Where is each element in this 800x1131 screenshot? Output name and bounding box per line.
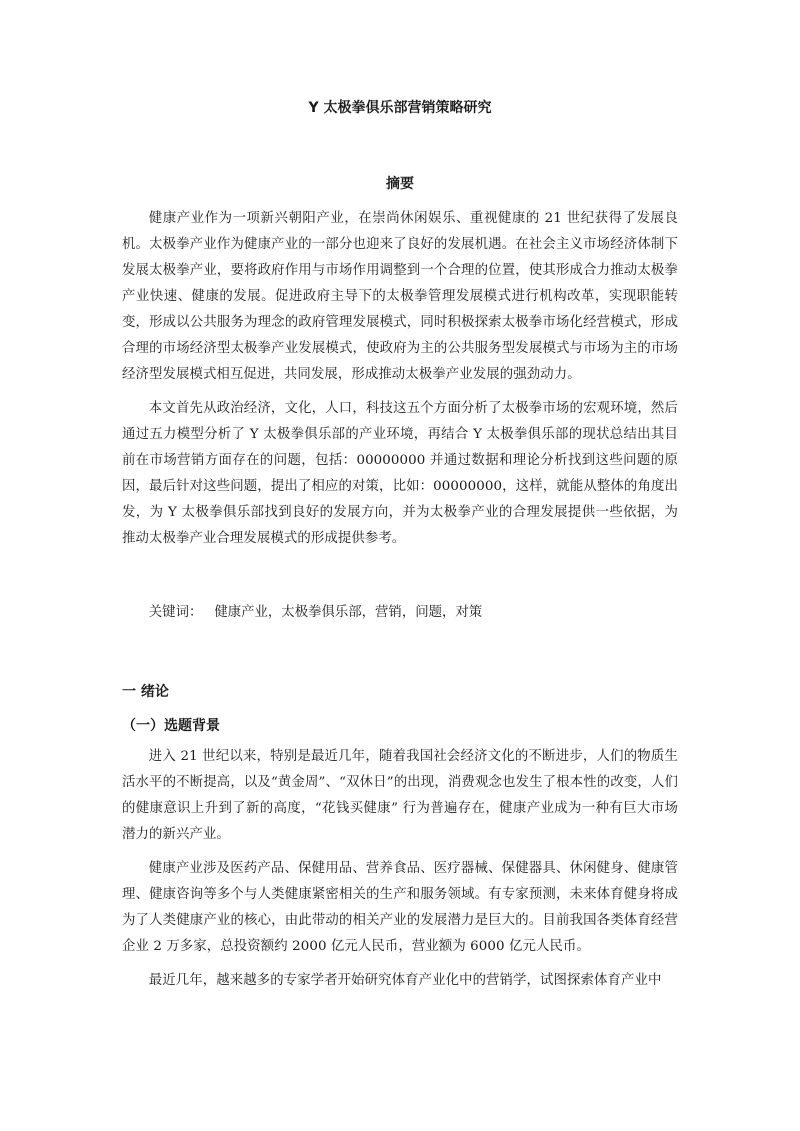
background-paragraph-3: 最近几年，越来越多的专家学者开始研究体育产业化中的营销学，试图探索体育产业中	[148, 973, 662, 988]
background-paragraph-1: 进入 21 世纪以来，特别是最近几年，随着我国社会经济文化的不断进步，人们的物质生活水平的不断提高，以及“黄金周”、“双休日”的出现，消费观念也发生了根本性的改变，人们的健康意识上升到了新的高度，“花钱买健康” 行为普遍存在，健康产业成为一种有巨大市场潜力的新兴产业。	[122, 749, 678, 842]
abstract-heading: 摘要	[386, 176, 414, 192]
keywords-label: 关键词：	[148, 605, 203, 620]
document-title: Y 太极拳俱乐部营销策略研究	[308, 100, 492, 116]
abstract-paragraph-1: 健康产业作为一项新兴朝阳产业，在崇尚休闲娱乐、重视健康的 21 世纪获得了发展良机。太极拳产业作为健康产业的一部分也迎来了良好的发展机遇。在社会主义市场经济体制下发展太极拳产业，要将政府作用与市场作用调整到一个合理的位置，使其形成合力推动太极拳产业快速、健康的发展。促进政府主导下的太极拳管理发展模式进行机构改革，实现职能转变，形成以公共服务为理念的政府管理发展模式，同时积极探索太极拳市场化经营模式，形成合理的市场经济型太极拳产业发展模式，使政府为主的公共服务型发展模式与市场为主的市场经济型发展模式相互促进，共同发展，形成推动太极拳产业发展的强劲动力。	[122, 211, 678, 382]
keywords-line	[122, 600, 678, 626]
subsection-heading-background: （一）选题背景	[122, 718, 220, 734]
section-heading-introduction: 一 绪论	[122, 684, 169, 700]
background-paragraph-2: 健康产业涉及医药产品、保健用品、营养食品、医疗器械、保健器具、休闲健身、健康管理、健康咨询等多个与人类健康紧密相关的生产和服务领域。有专家预测，未来体育健身将成为了人类健康产业的核心，由此带动的相关产业的发展潜力是巨大的。目前我国各类体育经营企业 2 万多家，总投资额约 2000 亿元人民币，营业额为 6000 亿元人民币。	[122, 861, 678, 954]
abstract-paragraph-2: 本文首先从政治经济，文化，人口，科技这五个方面分析了太极拳市场的宏观环境，然后通过五力模型分析了 Y 太极拳俱乐部的产业环境，再结合 Y 太极拳俱乐部的现状总结出其目前在市场营销方面存在的问题，包括：00000000 并通过数据和理论分析找到这些问题的原因，最后针对这些问题，提出了相应的对策，比如：00000000，这样，就能从整体的角度出发，为 Y 太极拳俱乐部找到良好的发展方向，并为太极拳产业的合理发展提供一些依据，为推动太极拳产业合理发展模式的形成提供参考。	[122, 401, 678, 546]
keywords-value: 健康产业，太极拳俱乐部，营销，问题，对策	[214, 605, 483, 620]
